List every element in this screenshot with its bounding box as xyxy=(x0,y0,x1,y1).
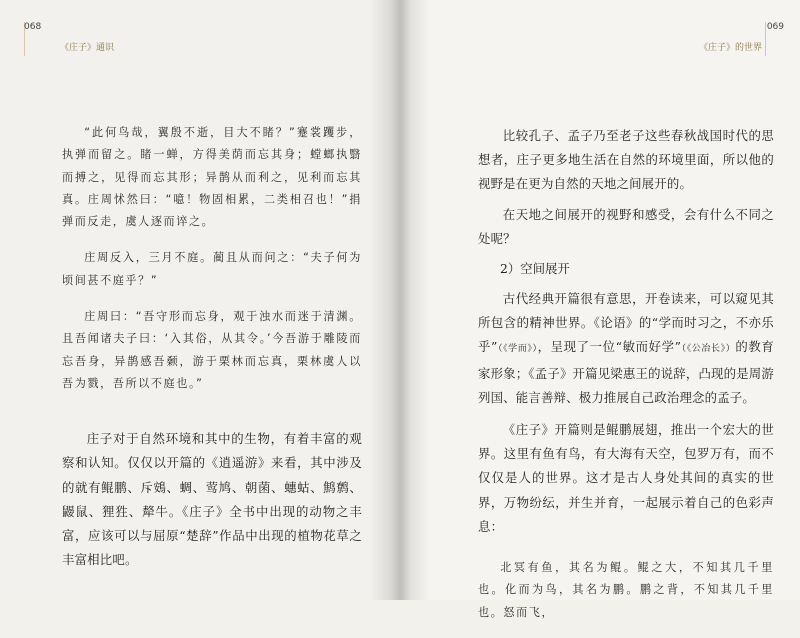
text-span: 的教育家形象；《孟子》开篇见梁惠王的说辞，凸现的是周游列国、能言善辩、极力推展自己政治理念的孟子。 xyxy=(478,339,774,405)
running-head: 《庄子》通识 xyxy=(60,43,115,53)
page-number: 069 xyxy=(766,22,784,32)
text-span: 古代经典开篇很有意思，开卷读来，可以窥见其所包含的精神世界。《论语》的“学而时习之，不亦乐乎” xyxy=(478,291,774,355)
quote-paragraph: 庄周反入，三月不庭。蔺且从而问之：“夫子何为顷间甚不庭乎？” xyxy=(62,251,362,287)
body-paragraph xyxy=(478,287,774,410)
citation: （《学而》） xyxy=(497,344,538,355)
text-span: ，呈现了一位“敏而好学” xyxy=(537,339,682,355)
page-number: 068 xyxy=(24,22,42,32)
body-paragraph: 《庄子》开篇则是鲲鹏展翅，推出一个宏大的世界。这里有鱼有鸟，有大海有天空，包罗万有，而不仅仅是人的世界。这才是古人身处其间的真实的世界，万物纷纭，并生并育，一起展示着自己的色彩声息： xyxy=(478,422,774,534)
book-gutter-shadow xyxy=(370,0,430,600)
running-head: 《庄子》的世界 xyxy=(698,43,762,53)
section-heading: 2）空间展开 xyxy=(500,261,570,277)
body-paragraph: 比较孔子、孟子乃至老子这些春秋战国时代的思想者，庄子更多地生活在自然的环境里面，所以他的视野是在更为自然的天地之间展开的。 xyxy=(478,128,774,192)
quote-paragraph: 庄周曰：“吾守形而忘身，观于浊水而迷于清渊。且吾闻诸夫子曰：‘入其俗，从其令。’今吾游于雕陵而忘吾身，异鹊感吾颡，游于栗林而忘真，栗林虞人以吾为戮，吾所以不庭也。” xyxy=(62,310,362,390)
right-text-column xyxy=(478,124,774,638)
citation: （《公冶长》） xyxy=(681,344,736,355)
body-paragraph: 在天地之间展开的视野和感受，会有什么不同之处呢？ xyxy=(478,206,774,246)
right-page xyxy=(400,0,800,619)
quote-paragraph: 北冥有鱼，其名为鲲。鲲之大，不知其几千里也。化而为鸟，其名为鹏。鹏之背，不知其几千里也。怒而飞， xyxy=(478,561,774,619)
body-paragraph: 庄子对于自然环境和其中的生物，有着丰富的观察和认知。仅仅以开篇的《逍遥游》来看，其中涉及的就有鲲鹏、斥鴳、蜩、莺鸠、朝菌、蟪蛄、鹪鹩、鼹鼠、狸狌、犛牛。《庄子》全书中出现的动物之丰富，应该可以与屈原“楚辞”作品中出现的植物花草之丰富相比吧。 xyxy=(62,431,362,568)
left-text-column xyxy=(62,122,362,572)
quote-paragraph: “此何鸟哉，翼殷不逝，目大不睹？”蹇裳躩步，执弹而留之。睹一蝉，方得美荫而忘其身；螳螂执翳而搏之，见得而忘其形；异鹊从而利之，见利而忘其真。庄周怵然曰：“噫！物固相累，二类相召也！”捐弹而反走，虞人逐而谇之。 xyxy=(62,126,362,229)
left-page xyxy=(0,0,400,600)
